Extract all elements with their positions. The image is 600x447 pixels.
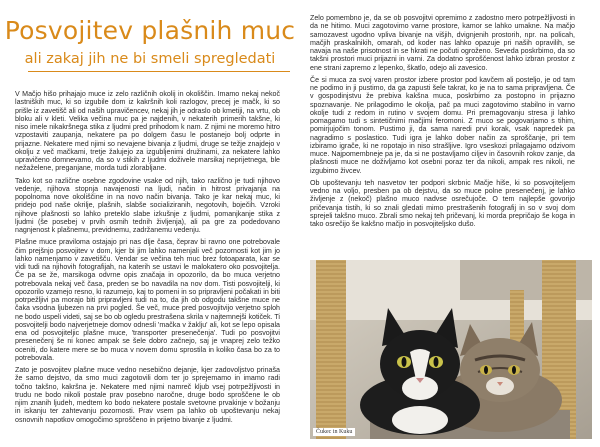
right-text-column bbox=[310, 14, 575, 242]
paragraph: Če si muca za svoj varen prostor izbere prostor pod kavčem ali posteljo, je od tam ne podimo in ji pustimo, da ga zapusti šele takrat, ko je na to sama pripravljena. Če v gospodinjstvu že prebiva kakšna muca, poskrbimo za postopno in prijazno spoznavanje. Ne prilagodimo le okolja, pač pa muci zagotovimo stabilno in varno okolje tudi z redom in rutino v svojem domu. Pri premagovanju stresa ji lahko pomagamo tudi s sintetičnimi mačjimi feromoni. Z muco se pogovarjamo s tihim, pomirjujočim tonom. Pustimo ji, da sama naredi prvi korak, vsak napredek pa nagradimo s poslastico. Tudi igra je lahko dober način za sproščanje, pri tem izbiramo igrače, ki ne ropotajo in niso strašljive. Igro vseskozi prilagajamo odzivom muce. Najpomembneje pa je, da si ne postavljamo ciljev in časovnih rokov zanje, da plašnosti muce ne doživljamo kot osebni poraz ter da nikoli, ampak res nikoli, ne izgubimo živcev. bbox=[310, 75, 575, 175]
paragraph: Zato je posvojitev plašne muce vedno nesebično dejanje, kjer zadovoljstvo prinaša že samo dejstvo, da smo muci zagotovili dom ter jo sprejemamo in imamo radi točno takšno, kakršna je. Nekatere med njimi namreč kljub vsej potrpežljivosti in trudu ne bodo nikoli postale prav posebno naročne, druge bodo sproščene le ob njim znanih ljudeh, medtem ko bodo nekatere postale svetovne prvakinje v božanju in iskanju ter zahtevanju pozornosti. Prav vsem pa lahko ob upoštevanju nekaj osnovnih napotkov omogočimo sproščeno in prijetno bivanje z ljudmi. bbox=[15, 366, 280, 424]
subtitle-underline bbox=[28, 71, 290, 72]
left-text-column bbox=[15, 90, 280, 440]
article-subtitle: ali zakaj jih ne bi smeli spregledati bbox=[24, 51, 276, 67]
photo-caption: Čukec in Kuku bbox=[313, 428, 355, 436]
cats-photo-illustration bbox=[310, 260, 592, 439]
paragraph: Zelo pomembno je, da se ob posvojitvi opremimo z zadostno mero potrpežljivosti in da ne hitimo. Muci zagotovimo varne prostore, kamor se lahko umakne. Na mačjo samozavest ugodno vpliva bivanje na višjih, dvignjenih prostorih, npr. na policah, mačjih praskalnikih, omarah, od koder nas lahko opazuje pri naših opravilih, se navaja na naše prisotnost in se hkrati ne počuti ogroženo. Seveda poskrbimo, da so takšni prostori muci prijazni in varni. Za dodatno sproščenost lahko izbran prostor z ene strani zapremo z lepenko, škatlo, odejo ali zavesico. bbox=[310, 14, 575, 72]
paragraph: Ob upoštevanju teh nasvetov ter podpori skrbnic Mačje hiše, ki so posvojiteljem vedno na voljo, presben pa ob dejstvu, da so muce polne presenečenj, je lahko življenje z (nekoč) plašno muco nadvse osrečujoče. O tem najlepše govorijo pričevanja tistih, ki so znali gledati mimo prestrašenih fotografij in so v svoj dom sprejeli takšno muco. Zbrali smo nekaj teh pričevanj, ki morda prepričajo še koga in tako osrečijo še kakšno mačjo in posvojiteljsko dušo. bbox=[310, 178, 575, 228]
cats-photo bbox=[310, 260, 592, 439]
article-title: Posvojitev plašnih muc bbox=[4, 16, 296, 45]
paragraph: Tako kot so različne osebne zgodovine vsake od njih, tako različno je tudi njihovo vedenje, njihova stopnja navajenosti na ljudi, način in hitrost privajanja na popolnoma nove okoliščine in na novo način bivanja. Tako je kar nekaj muc, ki pridejo pod naše okrilje, plašnih, slabše socializiranih, negotovih, boječih. Vzroki njihove plašnosti so lahko preteklo slabe izkušnje z ljudmi, pomanjkanje stika z ljudmi (še posebej v prvih osmih tednih življenja), ali pa gre za podedovano nagnjenost k plašnemu, previdnemu, zadržanemu vedenju. bbox=[15, 176, 280, 234]
scratching-post bbox=[316, 260, 346, 439]
paragraph: V Mačjo hišo prihajajo muce iz zelo različnih okolij in okoliščin. Imamo nekaj nekoč lastniških muc, ki so izgubile dom iz kakršnih koli razlogov, precej je mačk, ki so prišle iz zavetišč ali od naših upravičencev, nekaj jih je odraslo ob kmetiji, na vrtu, ob bloku ali v kleti. Velika večina muc pa je najdenih, v nekaterih primerih takšne, ki niso imele nikakršnega stika z ljudmi pred prihodom k nam. Z njimi ne moremo hitro vzpostaviti zaupanja, nekatere pa po dolgem času le postanejo bolj odprte in prijazne. Nekatere med njimi so nevajene bivanja z ljudmi, druge se težje znajdejo v okolju z več mačkami, tretje žalujejo za izgubljenimi družinami, za nekatere lahko upravičeno domnevamo, da so v stikih z ljudmi doživele marsikaj neprijetnega, ble nežaželene, preganjane, morda tudi zlorabljane. bbox=[15, 90, 280, 173]
paragraph: Plašne muce praviloma ostajajo pri nas dlje časa, čeprav bi ravno one potrebovale čim prejšnjo posvojitev v dom, kjer bi jim lahko namenjali več pozornosti kot jim jo lahko namenjamo v zavetišču. Vendar se večina teh muc brez fotoaparata, kar se vidi tudi na njihovih fotografijah, na katerih se ustavi le malokatero oko posvojitelja. Če pa se že, marsikoga odvrne opis značaja in opozorilo, da bo muca verjetno potrebovala nekaj več časa, preden se bo navadila na nov dom. Tisti posvojitelji, ki opozorilo vzamejo resno, ki razumejo, kaj to pomeni in so pripravljeni počakati in biti potrpežljivi pa morajo biti pripravljeni tudi na to, da jih ob odgodu takšne muce ne čaka vsodna ljubezen na prvi pogled. Še več, muce pred posvojitvijo verjetno sploh ne bodo uspeli videti, saj se bo ob ogledu prestrašena skrila v najtemnejši kotiček. Ti posvojitelji bodo najverjetneje domov odnesli 'mačka v žaklju' ali, kot se lepo opisala ena od posvojiteljic plašne muce, 'transporter presenečenja'. Tudi po posvojitvi presenečenj še ni konec ampak se šele dobro začnejo, saj je vnaprej zelo težko oceniti, do katere mere se bo muca v novem domu sprostila in koliko časa bo za to potrebovala. bbox=[15, 238, 280, 362]
